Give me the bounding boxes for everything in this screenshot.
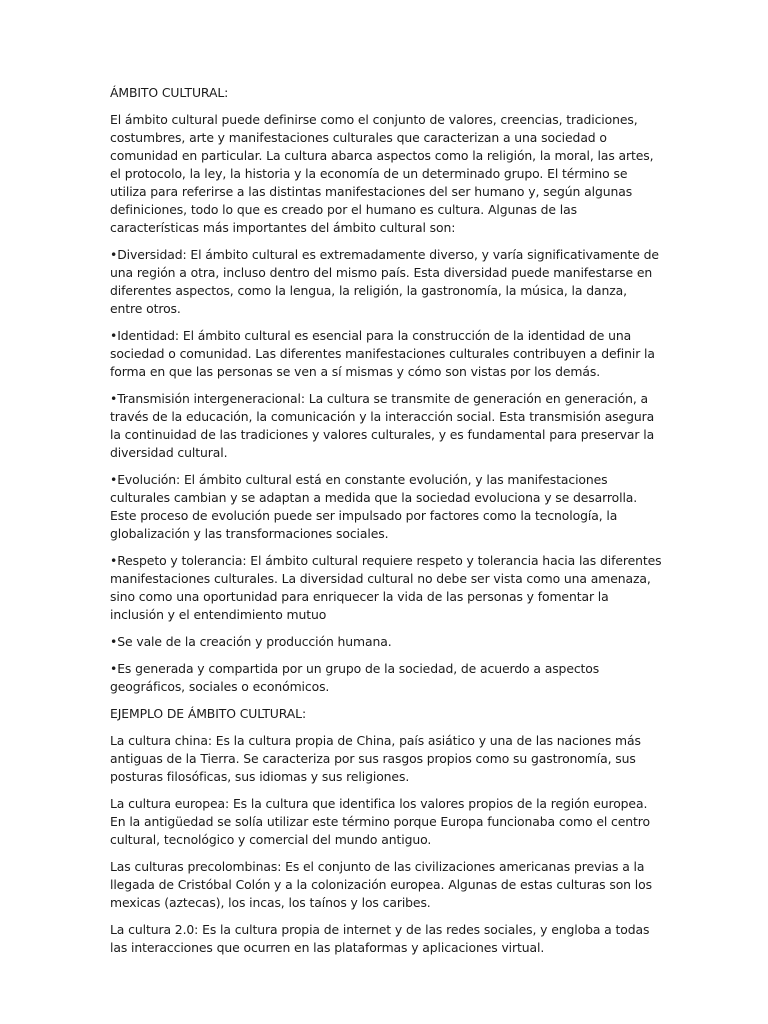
bullet-evolucion: •Evolución: El ámbito cultural está en constante evolución, y las manifestaciones culturales cambian y se adaptan a medida que la sociedad evoluciona y se desarrolla. Este proceso de evolución puede ser impulsado por factores como la tecnología, la globalización y las transformaciones sociales.: [110, 472, 638, 541]
examples-heading: EJEMPLO DE ÁMBITO CULTURAL:: [110, 706, 307, 721]
example-europea: La cultura europea: Es la cultura que identifica los valores propios de la región europea. En la antigüedad se solía utilizar este término porque Europa funcionaba como el centro cultural, tecnológico y comercial del mundo antiguo.: [110, 796, 650, 847]
example-cultura-2-0: La cultura 2.0: Es la cultura propia de internet y de las redes sociales, y engloba a todas las interacciones que ocurren en las plataformas y aplicaciones virtual.: [110, 922, 650, 955]
bullet-creacion: •Se vale de la creación y producción humana.: [110, 634, 392, 649]
intro-paragraph: El ámbito cultural puede definirse como el conjunto de valores, creencias, tradiciones, costumbres, arte y manifestaciones culturales que caracterizan a una sociedad o comunidad en particular. La cultura abarca aspectos como la religión, la moral, las artes, el protocolo, la ley, la historia y la economía de un determinado grupo. El término se utiliza para referirse a las distintas manifestaciones del ser humano y, según algunas definiciones, todo lo que es creado por el humano es cultura. Algunas de las características más importantes del ámbito cultural son:: [110, 112, 654, 235]
example-china: La cultura china: Es la cultura propia de China, país asiático y una de las naciones más antiguas de la Tierra. Se caracteriza por sus rasgos propios como su gastronomía, sus posturas filosóficas, sus idiomas y sus religiones.: [110, 733, 641, 784]
section-heading: ÁMBITO CULTURAL:: [110, 85, 229, 100]
bullet-identidad: •Identidad: El ámbito cultural es esencial para la construcción de la identidad de una sociedad o comunidad. Las diferentes manifestaciones culturales contribuyen a definir la forma en que las personas se ven a sí mismas y cómo son vistas por los demás.: [110, 328, 655, 379]
bullet-diversidad: •Diversidad: El ámbito cultural es extremadamente diverso, y varía significativamente de una región a otra, incluso dentro del mismo país. Esta diversidad puede manifestarse en diferentes aspectos, como la lengua, la religión, la gastronomía, la música, la danza, entre otros.: [110, 247, 659, 316]
bullet-transmision: •Transmisión intergeneracional: La cultura se transmite de generación en generación, a través de la educación, la comunicación y la interacción social. Esta transmisión asegura la continuidad de las tradiciones y valores culturales, y es fundamental para preservar la diversidad cultural.: [110, 391, 655, 460]
document-page: [110, 84, 662, 966]
bullet-generada: •Es generada y compartida por un grupo de la sociedad, de acuerdo a aspectos geográficos, sociales o económicos.: [110, 661, 600, 694]
example-precolombinas: Las culturas precolombinas: Es el conjunto de las civilizaciones americanas previas a la llegada de Cristóbal Colón y a la colonización europea. Algunas de estas culturas son los mexicas (aztecas), los incas, los taínos y los caribes.: [110, 859, 652, 910]
bullet-respeto: •Respeto y tolerancia: El ámbito cultural requiere respeto y tolerancia hacia las diferentes manifestaciones culturales. La diversidad cultural no debe ser vista como una amenaza, sino como una oportunidad para enriquecer la vida de las personas y fomentar la inclusión y el entendimiento mutuo: [110, 553, 662, 622]
